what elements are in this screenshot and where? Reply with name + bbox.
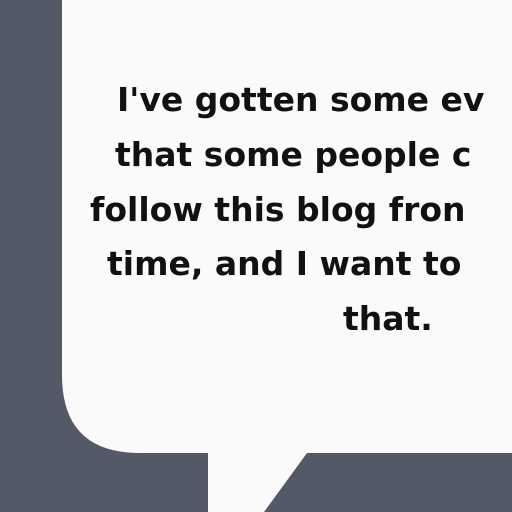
quote-line-1: I've gotten some ev [117, 80, 485, 119]
quote-line-3: follow this blog fron [90, 190, 466, 229]
quote-line-2: that some people c [115, 135, 472, 174]
quote-line-5: that. [343, 299, 433, 338]
quote-line-4: time, and I want to [107, 244, 462, 283]
